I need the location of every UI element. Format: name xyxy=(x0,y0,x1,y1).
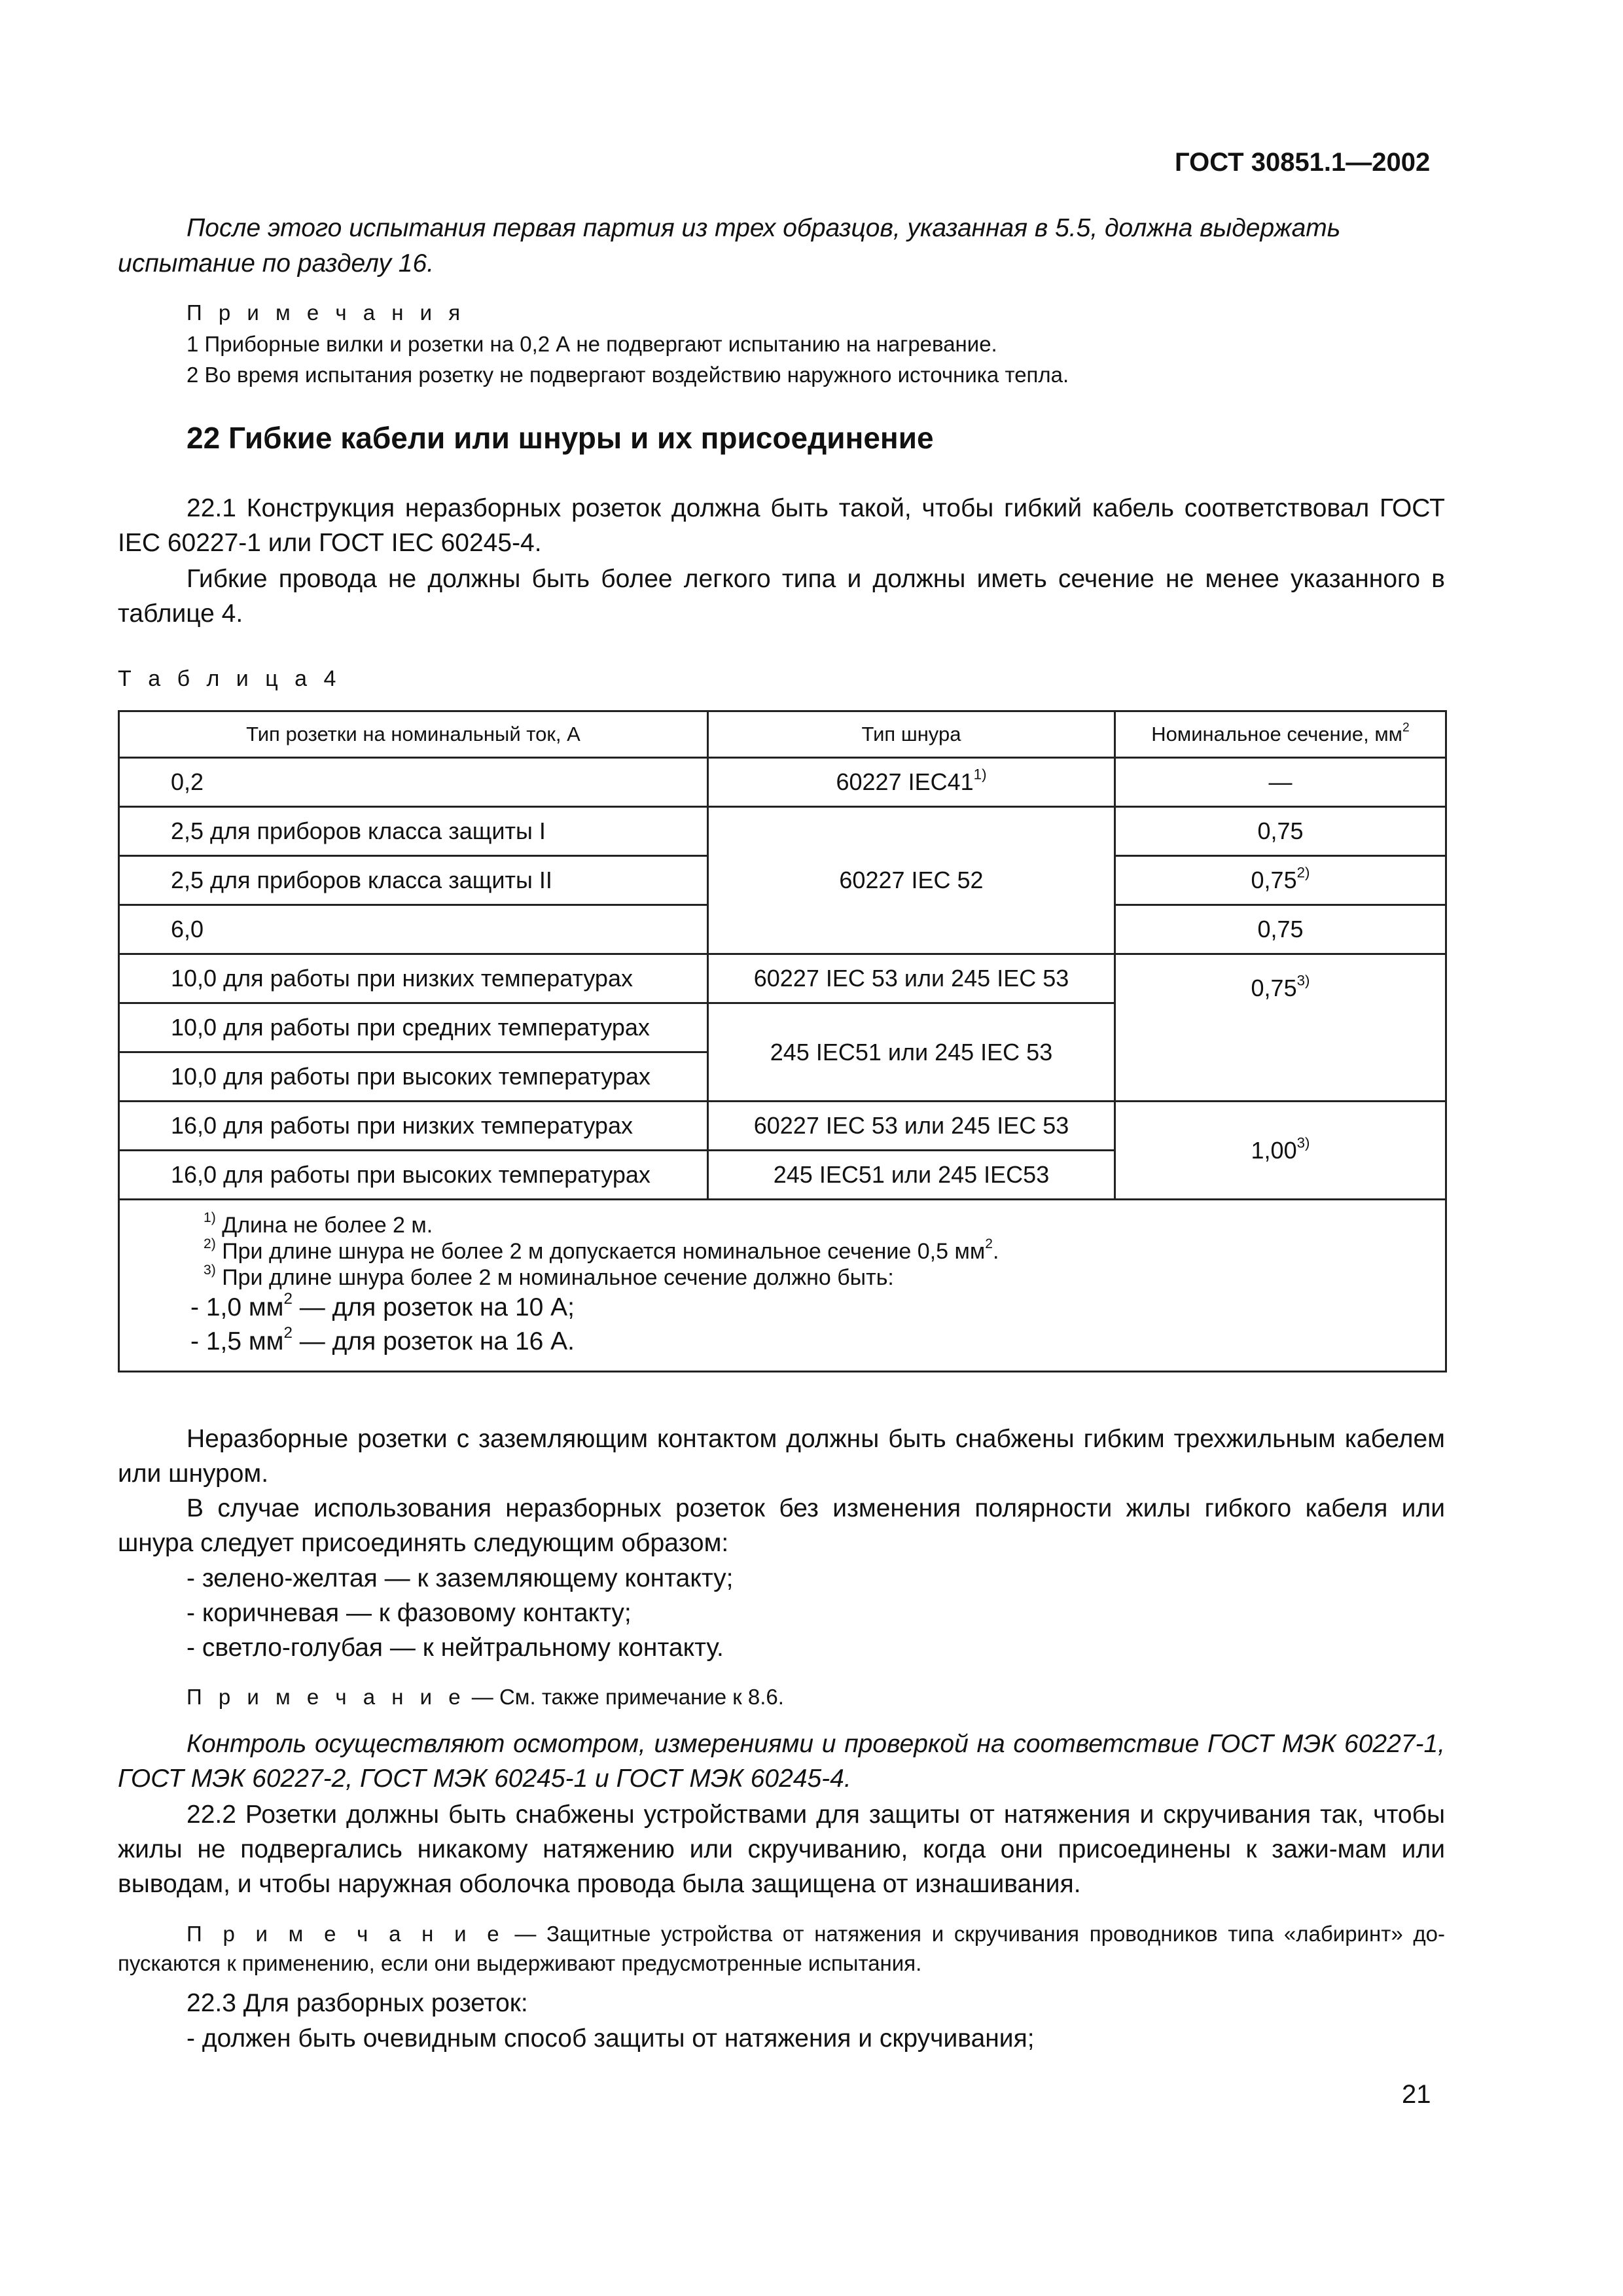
cell-socket-type: 2,5 для приборов класса защиты I xyxy=(119,807,708,856)
cell-cross-section: 1,00$^{3)}$ xyxy=(1115,1102,1446,1200)
footnote-3-item-10a: - 1,0 $мм^2$ — для розеток на 10 А; xyxy=(190,1289,575,1321)
table-caption: Т а б л и ц а 4 xyxy=(118,666,342,691)
bullet-green-yellow: - зелено-желтая — к заземляющему контакту; xyxy=(187,1564,734,1592)
table-4 xyxy=(118,710,1447,1372)
table-row xyxy=(119,954,1446,1003)
paragraph-control: Контроль осуществляют осмотром, измерениями и проверкой на соответствие ГОСТ МЭК 60227-1, ГОСТ МЭК 60227-2, ГОСТ МЭК 60245-1 и ГОСТ МЭК 60245-4. xyxy=(118,1730,1445,1793)
table-row xyxy=(119,758,1446,807)
table-footnotes-row xyxy=(119,1200,1446,1372)
footnote-3-item-16a: - 1,5 $мм^2$ — для розеток на 16 А. xyxy=(190,1323,575,1355)
header-socket-type: Тип розетки на номинальный ток, А xyxy=(119,711,708,758)
bullet-light-blue: - светло-голубая — к нейтральному контакту. xyxy=(187,1634,724,1662)
cell-cord-type: 245 IEC51 или 245 IEC53 xyxy=(708,1151,1115,1200)
note-labyrinth: П р и м е ч а н и е — Защитные устройства от натяжения и скручивания проводников типа «лабиринт» до-пускаются к применению, если они выдерживают предусмотренные испытания. xyxy=(118,1922,1446,1975)
cell-socket-type: 16,0 для работы при высоких температурах xyxy=(119,1151,708,1200)
paragraph-22-1: 22.1 Конструкция неразборных розеток должна быть такой, чтобы гибкий кабель соответствовал ГОСТ IEC 60227-1 или ГОСТ IEC 60245-4. xyxy=(118,494,1445,557)
table-footnotes xyxy=(119,1200,1446,1372)
page-number: 21 xyxy=(1402,2080,1431,2109)
footnote-3: $^{3)}$ При длине шнура более 2 м номинальное сечение должно быть: xyxy=(204,1263,894,1290)
cell-socket-type: 6,0 xyxy=(119,905,708,954)
cell-cross-section: 0,75$^{2)}$ xyxy=(1115,856,1446,905)
header-cross-section: Номинальное сечение, $мм^2$ xyxy=(1115,711,1446,758)
section-title: 22 Гибкие кабели или шнуры и их присоединение xyxy=(187,421,934,455)
note-see-also: П р и м е ч а н и е — См. также примечание к 8.6. xyxy=(187,1685,784,1709)
paragraph-flex-wires: Гибкие провода не должны быть более легкого типа и должны иметь сечение не менее указанного в таблице 4. xyxy=(118,565,1445,628)
intro-italic-line2: испытание по разделу 16. xyxy=(118,249,435,278)
note-1: 1 Приборные вилки и розетки на 0,2 А не подвергают испытанию на нагревание. xyxy=(187,332,997,356)
cell-socket-type: 10,0 для работы при высоких температурах xyxy=(119,1052,708,1102)
note-2: 2 Во время испытания розетку не подвергают воздействию наружного источника тепла. xyxy=(187,363,1069,387)
paragraph-polarity: В случае использования неразборных розеток без изменения полярности жилы гибкого кабеля или шнура следует присоединять следующим образом: xyxy=(118,1494,1445,1557)
paragraph-22-2: 22.2 Розетки должны быть снабжены устройствами для защиты от натяжения и скручивания так, чтобы жилы не подвергались никакому натяжению или скручиванию, когда они присоединены к зажи-мам или выводам, и чтобы наружная оболочка провода была защищена от изнашивания. xyxy=(118,1801,1445,1898)
paragraph-grounding: Неразборные розетки с заземляющим контактом должны быть снабжены гибким трехжильным кабелем или шнуром. xyxy=(118,1425,1445,1488)
cell-cross-section: 0,75 xyxy=(1115,905,1446,954)
table-row xyxy=(119,1102,1446,1151)
cell-cord-type: 60227 IEC 52 xyxy=(708,807,1115,954)
notes-heading: П р и м е ч а н и я xyxy=(187,300,466,325)
intro-italic-line1: После этого испытания первая партия из трех образцов, указанная в 5.5, должна выдержать xyxy=(187,214,1341,242)
cell-socket-type: 2,5 для приборов класса защиты II xyxy=(119,856,708,905)
cell-cord-type: 245 IEC51 или 245 IEC 53 xyxy=(708,1003,1115,1102)
header-cord-type: Тип шнура xyxy=(708,711,1115,758)
cell-cross-section: 0,75$^{3)}$ xyxy=(1115,954,1446,1102)
cell-socket-type: 0,2 xyxy=(119,758,708,807)
cell-socket-type: 10,0 для работы при средних температурах xyxy=(119,1003,708,1052)
cell-cord-type: 60227 IEC 53 или 245 IEC 53 xyxy=(708,954,1115,1003)
paragraph-22-3: 22.3 Для разборных розеток: xyxy=(187,1989,528,2017)
bullet-strain-protection: - должен быть очевидным способ защиты от натяжения и скручивания; xyxy=(187,2024,1035,2053)
bullet-brown: - коричневая — к фазовому контакту; xyxy=(187,1599,632,1627)
table-header-row xyxy=(119,711,1446,758)
footnote-2: $^{2)}$ При длине шнура не более 2 м допускается номинальное сечение 0,5 $мм^2$. xyxy=(204,1236,999,1264)
document-header: ГОСТ 30851.1—2002 xyxy=(1175,148,1431,177)
table-row xyxy=(119,807,1446,856)
cell-cord-type: 60227 IEC41$^{1)}$ xyxy=(708,758,1115,807)
cell-socket-type: 16,0 для работы при низких температурах xyxy=(119,1102,708,1151)
cell-cross-section: 0,75 xyxy=(1115,807,1446,856)
cell-socket-type: 10,0 для работы при низких температурах xyxy=(119,954,708,1003)
cell-cross-section: — xyxy=(1115,758,1446,807)
footnote-1: $^{1)}$ Длина не более 2 м. xyxy=(204,1210,433,1238)
cell-cord-type: 60227 IEC 53 или 245 IEC 53 xyxy=(708,1102,1115,1151)
